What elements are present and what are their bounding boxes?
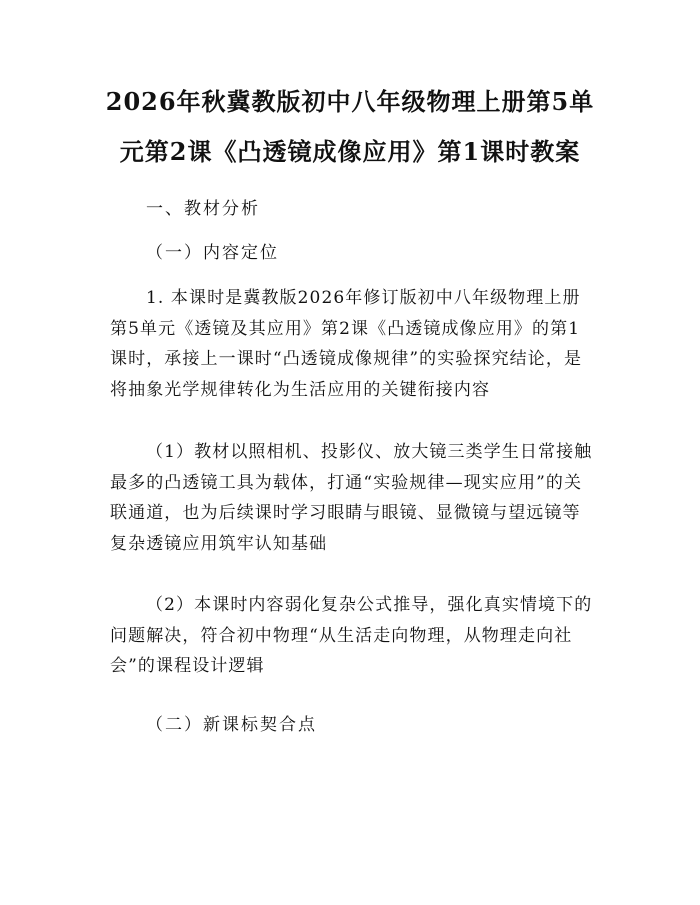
document-title-line-1: 2026年秋冀教版初中八年级物理上册第5单 (105, 87, 595, 116)
subsection-heading-curriculum-fit: （二）新课标契合点 (146, 715, 317, 735)
paragraph-lesson-overview: 1. 本课时是冀教版2026年修订版初中八年级物理上册第5单元《透镜及其应用》第2课《凸透镜成像应用》的第1课时，承接上一课时“凸透镜成像规律”的实验探究结论，是将抽象光学规律转化为生活应用的关键衔接内容 (110, 288, 583, 400)
document-title-line-2: 元第2课《凸透镜成像应用》第1课时教案 (119, 137, 581, 166)
paragraph-textbook-carrier: （1）教材以照相机、投影仪、放大镜三类学生日常接触最多的凸透镜工具为载体，打通“实验规律—现实应用”的关联通道，也为后续课时学习眼睛与眼镜、显微镜与望远镜等复杂透镜应用筑牢认知基础 (110, 442, 593, 554)
paragraph-lesson-focus: （2）本课时内容弱化复杂公式推导，强化真实情境下的问题解决，符合初中物理“从生活走向物理，从物理走向社会”的课程设计逻辑 (110, 595, 593, 676)
subsection-heading-content-positioning: （一）内容定位 (146, 243, 279, 263)
section-heading-textbook-analysis: 一、教材分析 (146, 199, 260, 219)
